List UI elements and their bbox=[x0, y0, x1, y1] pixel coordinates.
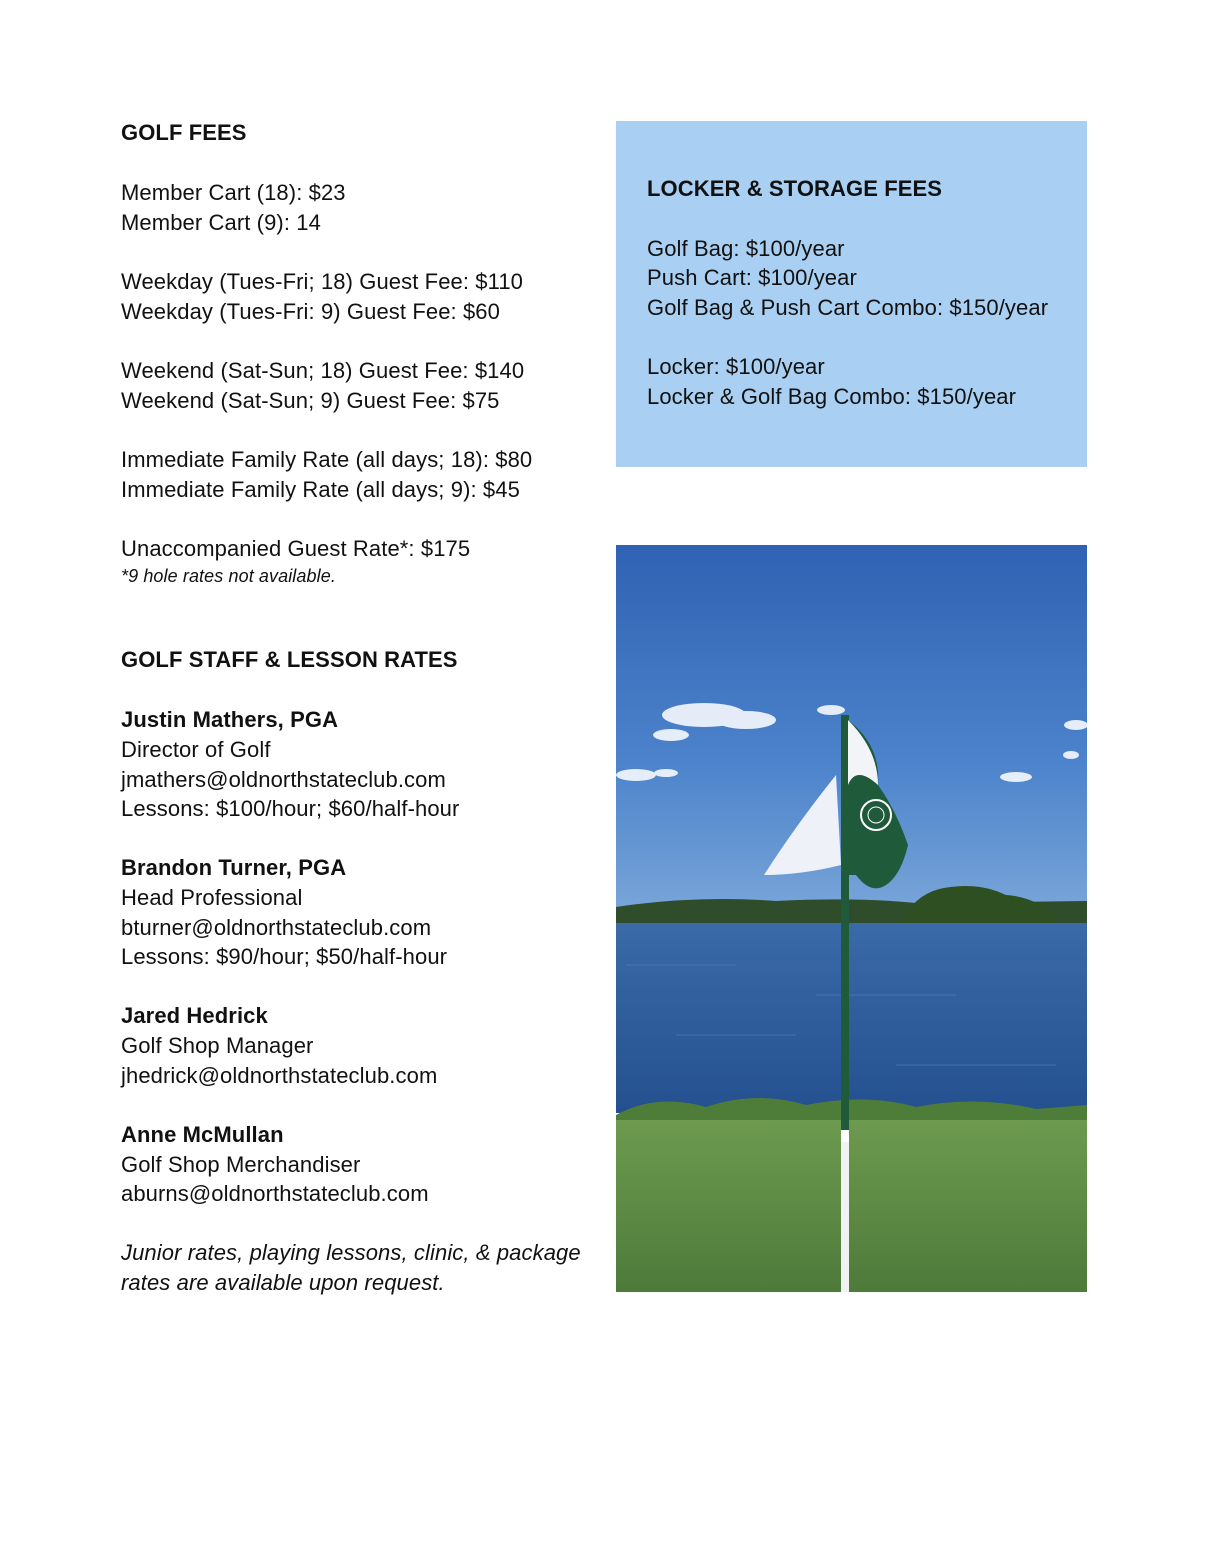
staff-name: Justin Mathers, PGA bbox=[121, 707, 339, 732]
staff-title: Golf Shop Merchandiser bbox=[121, 1152, 361, 1177]
staff-heading: GOLF STAFF & LESSON RATES bbox=[121, 647, 458, 672]
staff-email[interactable]: aburns@oldnorthstateclub.com bbox=[121, 1181, 429, 1206]
rates-note-line-1: Junior rates, playing lessons, clinic, & package bbox=[121, 1240, 581, 1265]
staff-lessons: Lessons: $100/hour; $60/half-hour bbox=[121, 796, 460, 821]
staff-name: Anne McMullan bbox=[121, 1122, 284, 1147]
unaccompanied-guest-fee: Unaccompanied Guest Rate*: $175 bbox=[121, 536, 471, 561]
locker-bag-combo-fee: Locker & Golf Bag Combo: $150/year bbox=[647, 384, 1017, 409]
push-cart-fee: Push Cart: $100/year bbox=[647, 265, 857, 290]
weekend-9-fee: Weekend (Sat-Sun; 9) Guest Fee: $75 bbox=[121, 388, 500, 413]
staff-title: Golf Shop Manager bbox=[121, 1033, 314, 1058]
rates-note-line-2: rates are available upon request. bbox=[121, 1270, 445, 1295]
locker-fee: Locker: $100/year bbox=[647, 354, 825, 379]
staff-name: Jared Hedrick bbox=[121, 1003, 268, 1028]
staff-title: Head Professional bbox=[121, 885, 303, 910]
staff-email[interactable]: jmathers@oldnorthstateclub.com bbox=[121, 767, 446, 792]
member-cart-9-fee: Member Cart (9): 14 bbox=[121, 210, 321, 235]
family-18-fee: Immediate Family Rate (all days; 18): $80 bbox=[121, 447, 533, 472]
footnote: *9 hole rates not available. bbox=[121, 566, 336, 586]
staff-title: Director of Golf bbox=[121, 737, 271, 762]
weekday-18-fee: Weekday (Tues-Fri; 18) Guest Fee: $110 bbox=[121, 269, 524, 294]
weekend-18-fee: Weekend (Sat-Sun; 18) Guest Fee: $140 bbox=[121, 358, 525, 383]
golf-bag-fee: Golf Bag: $100/year bbox=[647, 236, 845, 261]
staff-lessons: Lessons: $90/hour; $50/half-hour bbox=[121, 944, 448, 969]
weekday-9-fee: Weekday (Tues-Fri: 9) Guest Fee: $60 bbox=[121, 299, 500, 324]
staff-email[interactable]: jhedrick@oldnorthstateclub.com bbox=[121, 1063, 438, 1088]
golf-fees-heading: GOLF FEES bbox=[121, 120, 247, 145]
member-cart-18-fee: Member Cart (18): $23 bbox=[121, 180, 346, 205]
bag-cart-combo-fee: Golf Bag & Push Cart Combo: $150/year bbox=[647, 295, 1049, 320]
locker-fees-box bbox=[616, 121, 1087, 467]
family-9-fee: Immediate Family Rate (all days; 9): $45 bbox=[121, 477, 520, 502]
golf-flag-photo bbox=[616, 545, 1087, 1292]
locker-heading: LOCKER & STORAGE FEES bbox=[647, 176, 943, 201]
staff-name: Brandon Turner, PGA bbox=[121, 855, 347, 880]
staff-email[interactable]: bturner@oldnorthstateclub.com bbox=[121, 915, 432, 940]
